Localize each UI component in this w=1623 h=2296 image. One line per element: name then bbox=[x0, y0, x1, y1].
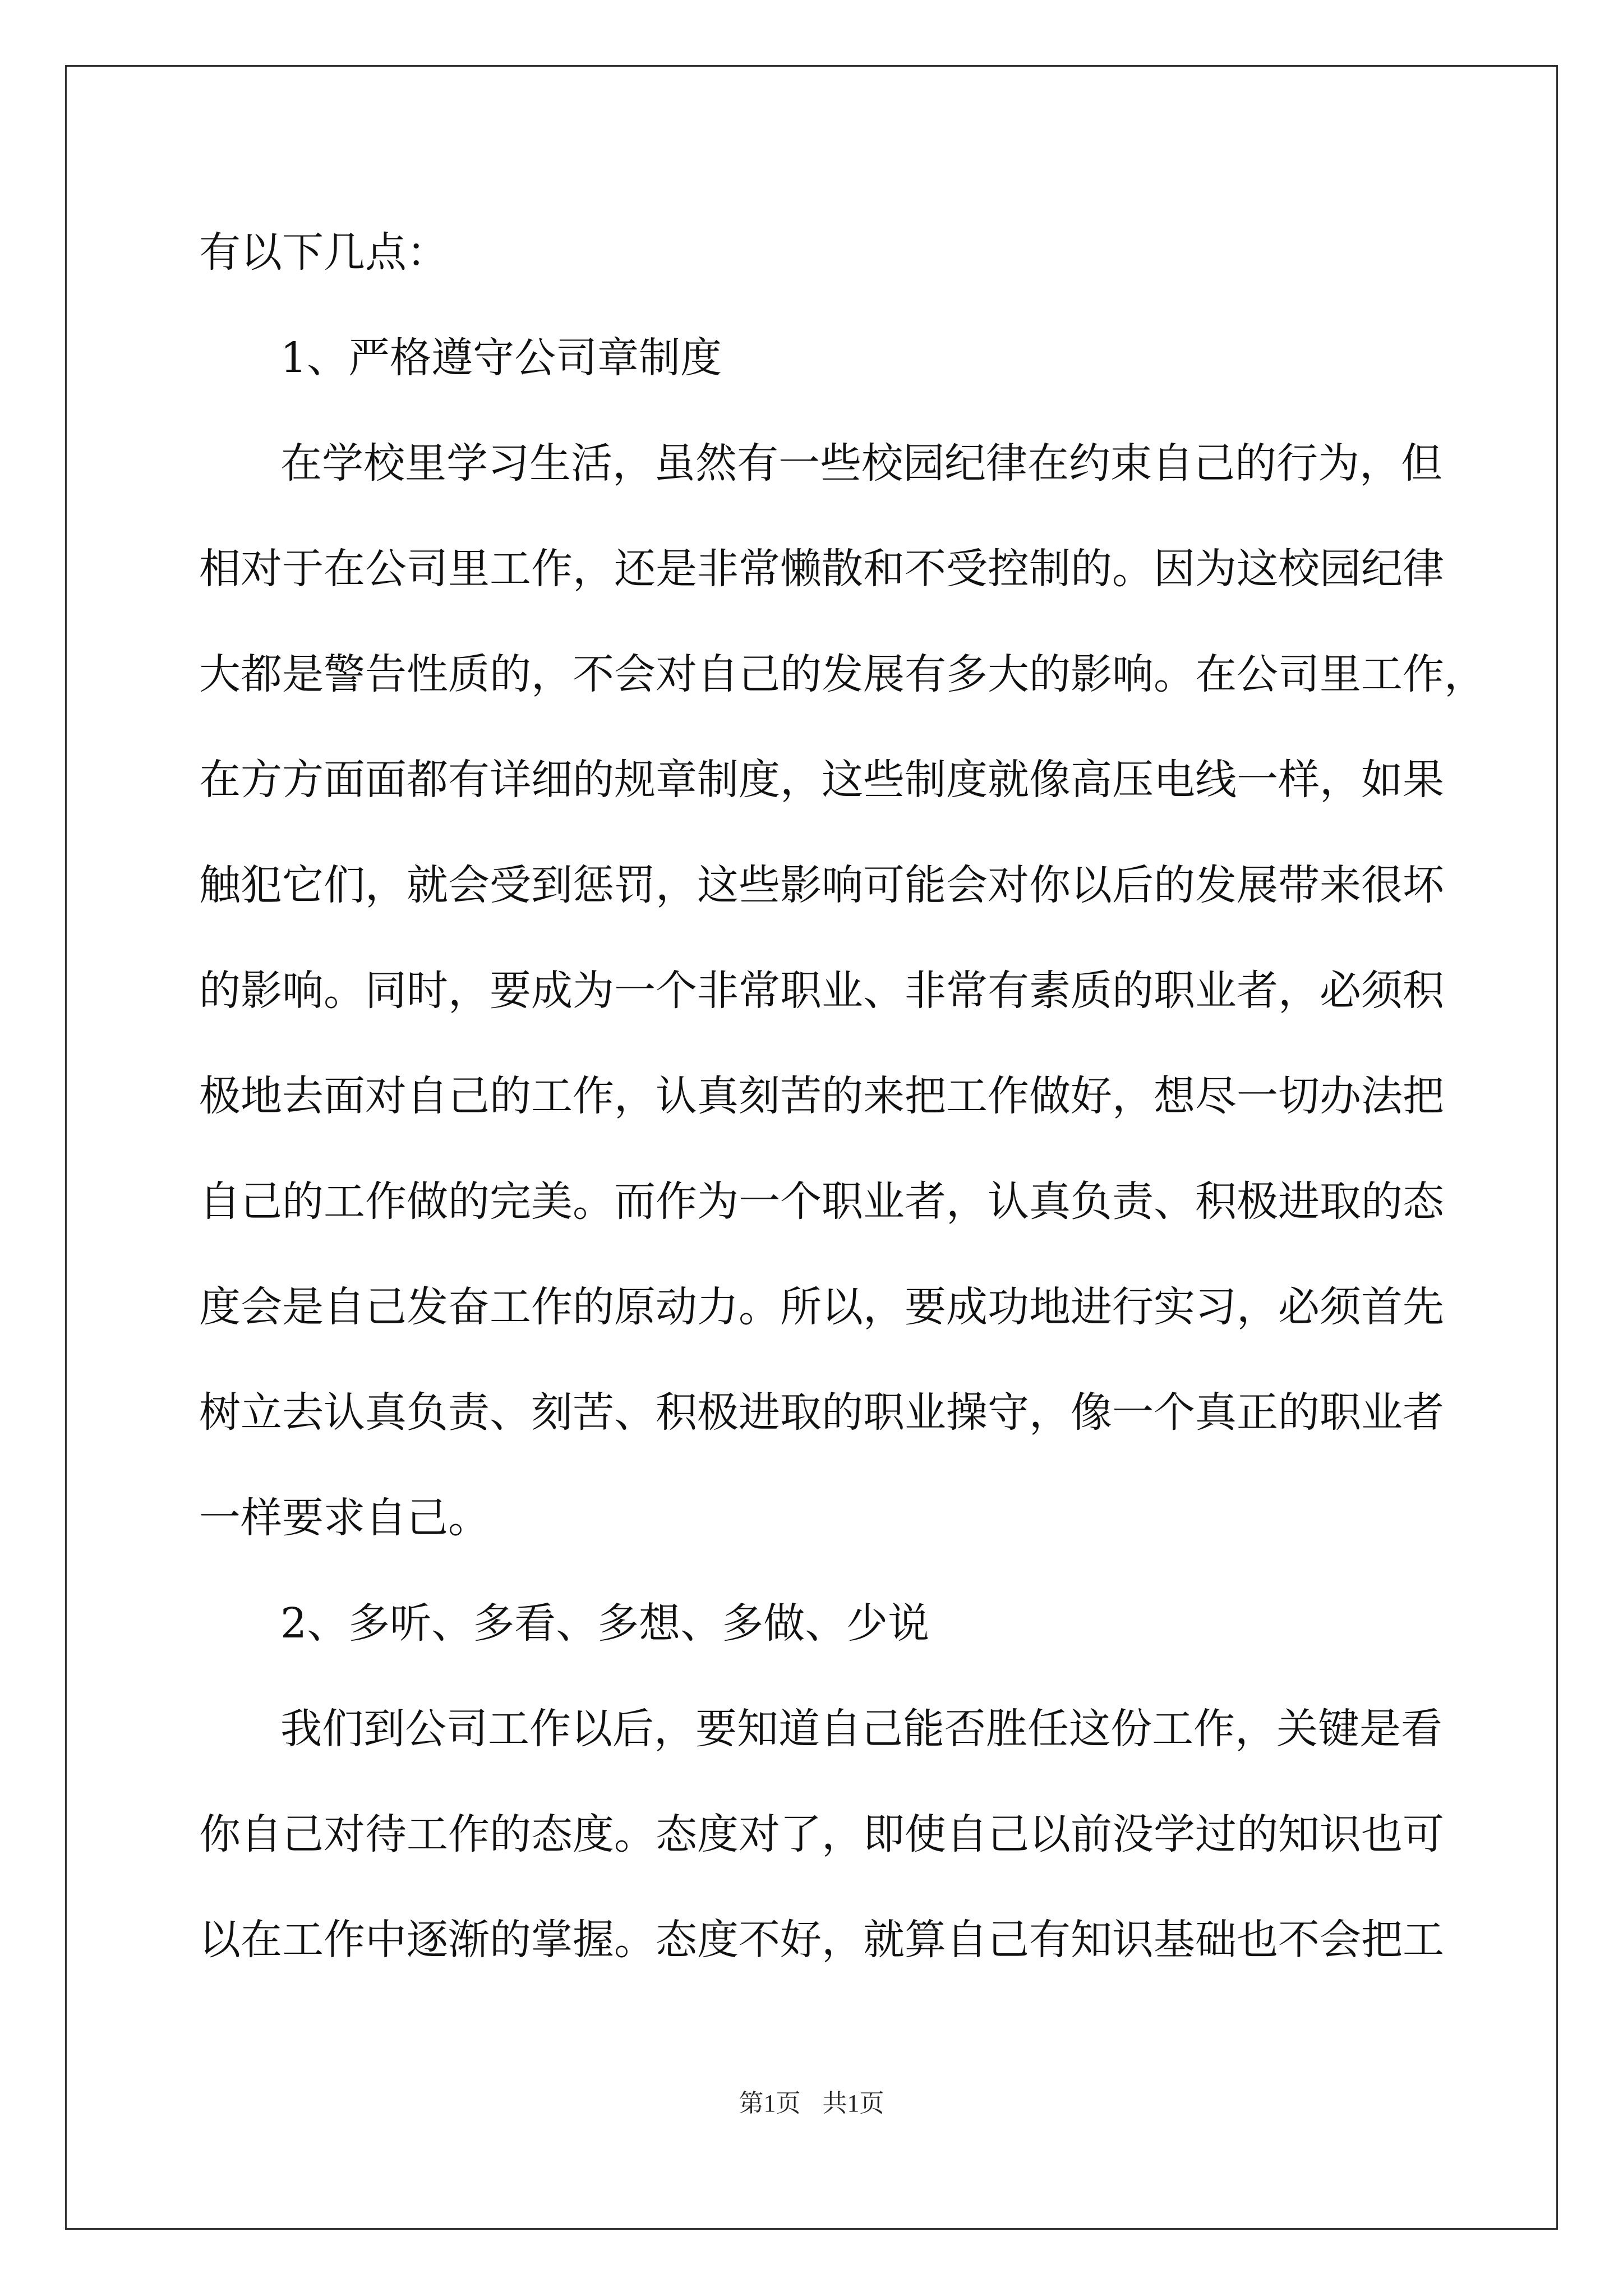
text-line: 以在工作中逐渐的掌握。态度不好，就算自己有知识基础也不会把工 bbox=[199, 1916, 1444, 1964]
text-line: 相对于在公司里工作，还是非常懒散和不受控制的。因为这校园纪律 bbox=[199, 545, 1444, 593]
paragraph-start: 在学校里学习生活，虽然有一些校园纪律在约束自己的行为，但 bbox=[280, 439, 1442, 487]
text-line: 你自己对待工作的态度。态度对了，即使自己以前没学过的知识也可 bbox=[199, 1810, 1444, 1858]
page-number: 第1页 bbox=[739, 2090, 801, 2117]
text-line: 极地去面对自己的工作，认真刻苦的来把工作做好，想尽一切办法把 bbox=[199, 1072, 1444, 1120]
text-line: 的影响。同时，要成为一个非常职业、非常有素质的职业者，必须积 bbox=[199, 967, 1444, 1015]
text-line: 有以下几点： bbox=[199, 228, 448, 277]
text-line: 度会是自己发奋工作的原动力。所以，要成功地进行实习，必须首先 bbox=[199, 1283, 1444, 1331]
page-border bbox=[65, 65, 1558, 2230]
page-footer bbox=[0, 2087, 1623, 2120]
text-line: 大都是警告性质的，不会对自己的发展有多大的影响。在公司里工作， bbox=[199, 650, 1486, 698]
text-line: 在方方面面都有详细的规章制度，这些制度就像高压电线一样，如果 bbox=[199, 756, 1444, 804]
section-heading: 2、多听、多看、多想、多做、少说 bbox=[280, 1599, 930, 1648]
section-heading: 1、严格遵守公司章制度 bbox=[280, 334, 722, 382]
page-total: 共1页 bbox=[822, 2090, 884, 2117]
text-line: 树立去认真负责、刻苦、积极进取的职业操守，像一个真正的职业者 bbox=[199, 1388, 1444, 1437]
text-line: 触犯它们，就会受到惩罚，这些影响可能会对你以后的发展带来很坏 bbox=[199, 861, 1444, 909]
text-line: 自己的工作做的完美。而作为一个职业者，认真负责、积极进取的态 bbox=[199, 1177, 1444, 1226]
text-line: 一样要求自己。 bbox=[199, 1494, 490, 1542]
paragraph-start: 我们到公司工作以后，要知道自己能否胜任这份工作，关键是看 bbox=[280, 1705, 1442, 1753]
